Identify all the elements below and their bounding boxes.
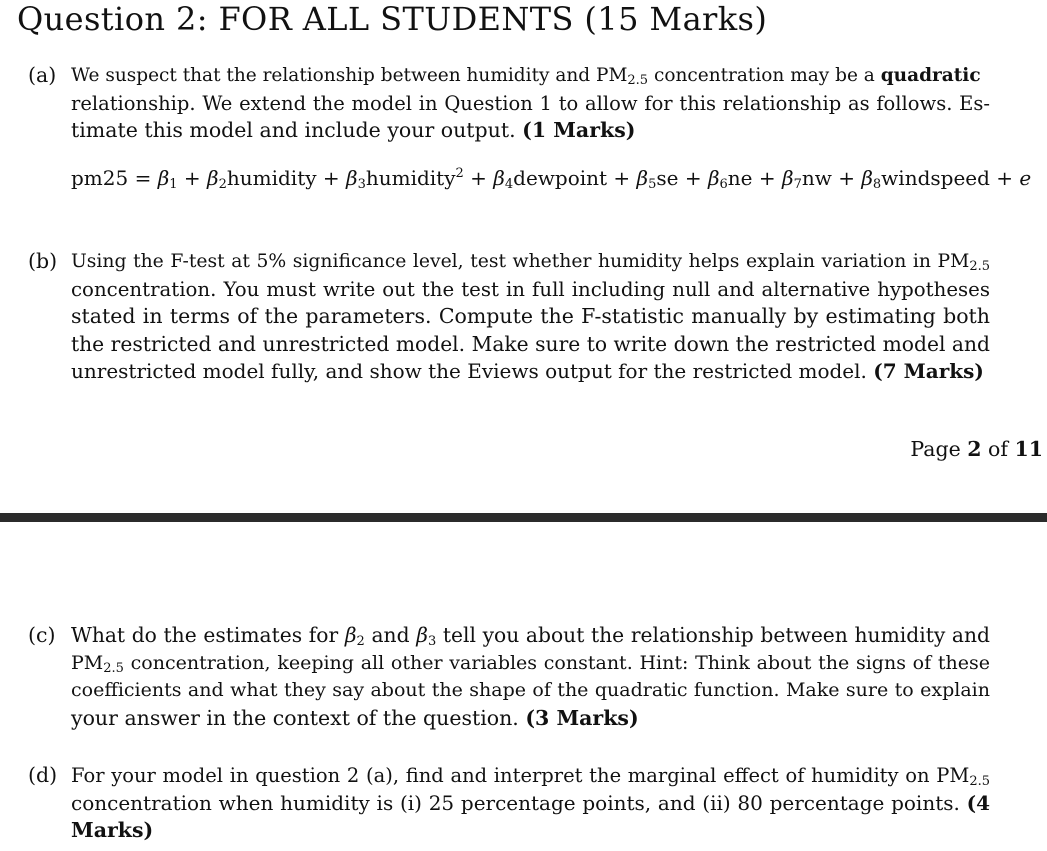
beta-subscript: 3	[427, 634, 437, 649]
part-c-line-4-text: your answer in the context of the question.	[71, 705, 526, 730]
part-c-line-1-text: What do the estimates for	[71, 623, 345, 647]
eq-term: ne +	[727, 166, 782, 190]
pm-text: PM	[71, 651, 104, 674]
part-b-line-1	[71, 248, 990, 276]
eq-term: +	[463, 166, 494, 190]
part-a-line-3-text: timate this model and include your output.	[71, 118, 523, 142]
part-a-line-1-text: We suspect that the relationship between humidity and PM	[71, 65, 628, 86]
part-b-line-4: the restricted and unrestricted model. Make sure to write down the restricted model and	[71, 331, 990, 356]
part-d-line-1-text: For your model in question 2 (a), find and interpret the marginal effect of humidity on PM	[71, 764, 970, 787]
page-number	[910, 437, 1043, 461]
part-b-line-5	[71, 358, 990, 386]
part-c	[28, 622, 990, 732]
pm-subscript: 2.5	[627, 73, 649, 88]
page-total: 11	[1014, 437, 1043, 461]
page-prefix: Page	[910, 437, 968, 461]
part-d-label: (d)	[28, 763, 58, 787]
part-b-line-1-text: Using the F-test at 5% significance level, test whether humidity helps explain variation in PM	[71, 251, 970, 272]
part-d-line-2-text: concentration when humidity is (i) 25 percentage points, and (ii) 80 percentage points.	[71, 790, 967, 815]
part-a-line-3	[71, 117, 990, 145]
part-d-marks-end: Marks)	[71, 818, 154, 842]
part-b-marks: (7 Marks)	[873, 359, 984, 383]
beta-subscript: 6	[719, 177, 728, 192]
part-c-line-3: coefficients and what they say about the shape of the quadratic function. Make sure to explain	[71, 679, 990, 701]
part-c-marks: (3 Marks)	[525, 705, 639, 730]
part-a	[28, 62, 990, 145]
part-c-line-2	[71, 650, 990, 678]
beta-subscript: 5	[648, 177, 657, 192]
part-a-line-1-text-b: concentration may be a	[648, 65, 881, 86]
eq-term: +	[177, 166, 208, 190]
page-current: 2	[967, 437, 982, 461]
eq-term: humidity +	[226, 166, 347, 190]
beta-symbol: β	[636, 166, 649, 190]
page-of: of	[981, 437, 1015, 461]
part-b-line-5-text: unrestricted model fully, and show the Eviews output for the restricted model.	[71, 359, 874, 383]
part-d-line-3	[71, 817, 990, 845]
part-b-text	[71, 248, 990, 386]
page-divider	[0, 513, 1047, 522]
part-a-marks: (1 Marks)	[522, 118, 636, 142]
beta-symbol: β	[344, 623, 357, 647]
part-c-and: and	[364, 623, 417, 647]
eq-lhs: pm25 =	[71, 166, 158, 190]
eq-term: se +	[656, 166, 708, 190]
part-b-line-3: stated in terms of the parameters. Compute the F-statistic manually by estimating both	[71, 304, 990, 328]
quadratic-emphasis: quadratic	[880, 65, 981, 86]
page-3-content	[0, 522, 1047, 851]
beta-symbol: β	[157, 166, 170, 190]
beta-symbol: β	[707, 166, 720, 190]
question-title: Question 2: FOR ALL STUDENTS (15 Marks)	[17, 0, 768, 38]
beta-subscript: 1	[169, 177, 178, 192]
model-equation	[71, 166, 1031, 190]
error-term: e	[1019, 166, 1032, 190]
part-d-line-2	[71, 790, 990, 818]
part-b-line-2: concentration. You must write out the test in full including null and alternative hypotheses	[71, 277, 990, 301]
beta-subscript: 7	[793, 177, 802, 192]
part-a-label: (a)	[28, 63, 57, 87]
eq-term: nw +	[801, 166, 862, 190]
part-d-marks: (4	[966, 790, 990, 815]
beta-subscript: 2	[218, 177, 227, 192]
part-c-text	[71, 622, 990, 732]
beta-symbol: β	[782, 166, 794, 190]
beta-symbol: β	[346, 166, 358, 190]
part-c-line-2-text: concentration, keeping all other variables constant. Hint: Think about the signs of these	[123, 651, 990, 674]
part-d	[28, 762, 990, 845]
part-a-line-2: relationship. We extend the model in Question 1 to allow for this relationship as follows. Es-	[71, 91, 990, 115]
pm-subscript: 2.5	[103, 660, 124, 676]
square-superscript: 2	[455, 166, 464, 181]
beta-symbol: β	[416, 623, 428, 647]
eq-term: windspeed +	[881, 166, 1020, 190]
part-a-line-1	[71, 62, 990, 90]
eq-term: dewpoint +	[513, 166, 637, 190]
pm-subscript: 2.5	[969, 259, 990, 274]
part-c-line-4	[71, 705, 990, 733]
beta-subscript: 2	[356, 634, 365, 649]
part-c-label: (c)	[28, 623, 56, 647]
beta-subscript: 3	[357, 177, 366, 192]
part-d-line-1	[71, 762, 990, 790]
beta-symbol: β	[207, 166, 219, 190]
pm-subscript: 2.5	[969, 774, 990, 789]
beta-symbol: β	[861, 166, 873, 190]
part-b	[28, 248, 990, 386]
part-c-line-1	[71, 622, 990, 650]
beta-subscript: 8	[872, 177, 882, 192]
eq-term: humidity	[365, 166, 456, 190]
beta-symbol: β	[493, 166, 505, 190]
part-d-text	[71, 762, 990, 845]
part-a-text	[71, 62, 990, 145]
part-b-label: (b)	[28, 249, 58, 273]
beta-subscript: 4	[504, 177, 514, 192]
part-c-line-1-text-b: tell you about the relationship between humidity and	[436, 623, 991, 647]
